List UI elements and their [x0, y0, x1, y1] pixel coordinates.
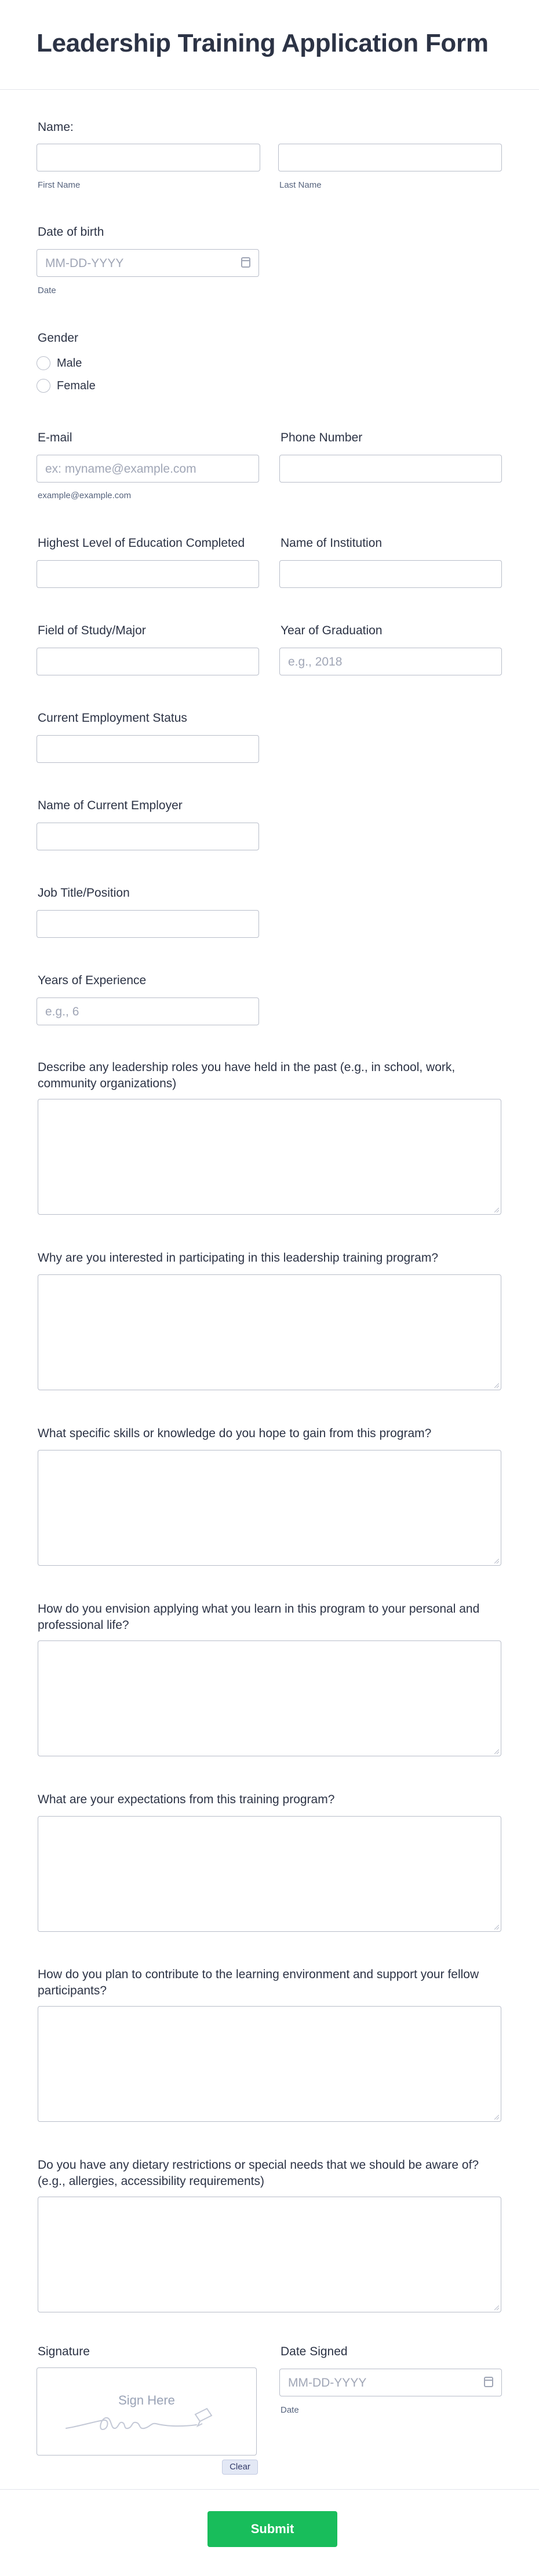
- job-title-label: Job Title/Position: [38, 886, 130, 900]
- dob-label: Date of birth: [38, 225, 104, 239]
- email-label: E-mail: [38, 431, 72, 444]
- graduation-placeholder: e.g., 2018: [288, 655, 343, 668]
- gender-option-male[interactable]: [37, 355, 82, 371]
- institution-input[interactable]: [279, 560, 502, 588]
- resize-handle-icon[interactable]: [494, 1749, 499, 1754]
- gender-option-female[interactable]: [37, 378, 96, 394]
- resize-handle-icon[interactable]: [494, 1383, 499, 1388]
- date-signed-input[interactable]: [279, 2369, 502, 2396]
- education-input[interactable]: [37, 560, 259, 588]
- graduation-label: Year of Graduation: [281, 624, 383, 637]
- question-skills-label: What specific skills or knowledge do you hope to gain from this program?: [38, 1427, 432, 1440]
- phone-label: Phone Number: [281, 431, 363, 444]
- question-dietary-textarea[interactable]: [38, 2197, 501, 2312]
- form-header: [0, 0, 539, 90]
- resize-handle-icon[interactable]: [494, 2115, 499, 2120]
- radio-male-label: Male: [57, 356, 82, 370]
- resize-handle-icon[interactable]: [494, 1925, 499, 1930]
- field-input[interactable]: [37, 648, 259, 675]
- employer-input[interactable]: [37, 823, 259, 850]
- first-name-input[interactable]: [37, 144, 260, 171]
- date-signed-sublabel: Date: [281, 2405, 299, 2415]
- resize-handle-icon[interactable]: [494, 2305, 499, 2310]
- email-sublabel: example@example.com: [38, 491, 132, 500]
- dob-input[interactable]: [37, 249, 259, 277]
- resize-handle-icon[interactable]: [494, 1559, 499, 1563]
- name-label: Name:: [38, 120, 74, 134]
- employment-status-input[interactable]: [37, 735, 259, 763]
- question-skills-textarea[interactable]: [38, 1450, 501, 1566]
- question-interest-label: Why are you interested in participating in this leadership training program?: [38, 1251, 439, 1265]
- question-contribute-label: How do you plan to contribute to the learning environment and support your fellow participants?: [38, 1968, 479, 1998]
- job-title-input[interactable]: [37, 910, 259, 938]
- question-interest-textarea[interactable]: [38, 1274, 501, 1390]
- calendar-icon[interactable]: [241, 257, 250, 268]
- question-applying-textarea[interactable]: [38, 1640, 501, 1756]
- signature-scribble-icon: [63, 2404, 231, 2439]
- email-placeholder: ex: myname@example.com: [45, 462, 196, 476]
- education-label: Highest Level of Education Completed: [38, 536, 245, 550]
- last-name-sublabel: Last Name: [279, 180, 322, 190]
- date-signed-placeholder: MM-DD-YYYY: [288, 2376, 367, 2389]
- last-name-input[interactable]: [278, 144, 502, 171]
- clear-signature-button[interactable]: Clear: [222, 2460, 258, 2475]
- calendar-icon[interactable]: [484, 2377, 493, 2387]
- email-input[interactable]: [37, 455, 259, 483]
- gender-label: Gender: [38, 331, 79, 345]
- question-expectations-label: What are your expectations from this training program?: [38, 1793, 335, 1806]
- dob-placeholder: MM-DD-YYYY: [45, 257, 124, 270]
- radio-male[interactable]: [37, 356, 50, 370]
- experience-placeholder: e.g., 6: [45, 1005, 79, 1018]
- signature-hint: Sign Here: [118, 2393, 175, 2407]
- signature-pad[interactable]: [37, 2367, 257, 2456]
- date-signed-label: Date Signed: [281, 2345, 348, 2358]
- radio-female[interactable]: [37, 379, 50, 393]
- question-leadership-roles-label: Describe any leadership roles you have held in the past (e.g., in school, work, community organizations): [38, 1061, 456, 1091]
- first-name-sublabel: First Name: [38, 180, 81, 190]
- question-expectations-textarea[interactable]: [38, 1816, 501, 1932]
- graduation-input[interactable]: [279, 648, 502, 675]
- question-dietary-label: Do you have any dietary restrictions or special needs that we should be aware of? (e.g., allergies, accessibility requirements): [38, 2158, 479, 2188]
- form-title: Leadership Training Application Form: [37, 29, 489, 57]
- experience-label: Years of Experience: [38, 974, 147, 987]
- signature-label: Signature: [38, 2345, 90, 2358]
- resize-handle-icon[interactable]: [494, 1208, 499, 1212]
- question-contribute-textarea[interactable]: [38, 2006, 501, 2122]
- employer-label: Name of Current Employer: [38, 799, 183, 812]
- field-label: Field of Study/Major: [38, 624, 146, 637]
- institution-label: Name of Institution: [281, 536, 383, 550]
- experience-input[interactable]: [37, 997, 259, 1025]
- form-footer-divider: [0, 2489, 539, 2490]
- dob-sublabel: Date: [38, 286, 56, 295]
- question-leadership-roles-textarea[interactable]: [38, 1099, 501, 1215]
- submit-button[interactable]: Submit: [207, 2511, 337, 2547]
- radio-female-label: Female: [57, 379, 96, 392]
- employment-status-label: Current Employment Status: [38, 711, 187, 725]
- phone-input[interactable]: [279, 455, 502, 483]
- question-applying-label: How do you envision applying what you learn in this program to your personal and professional life?: [38, 1602, 480, 1632]
